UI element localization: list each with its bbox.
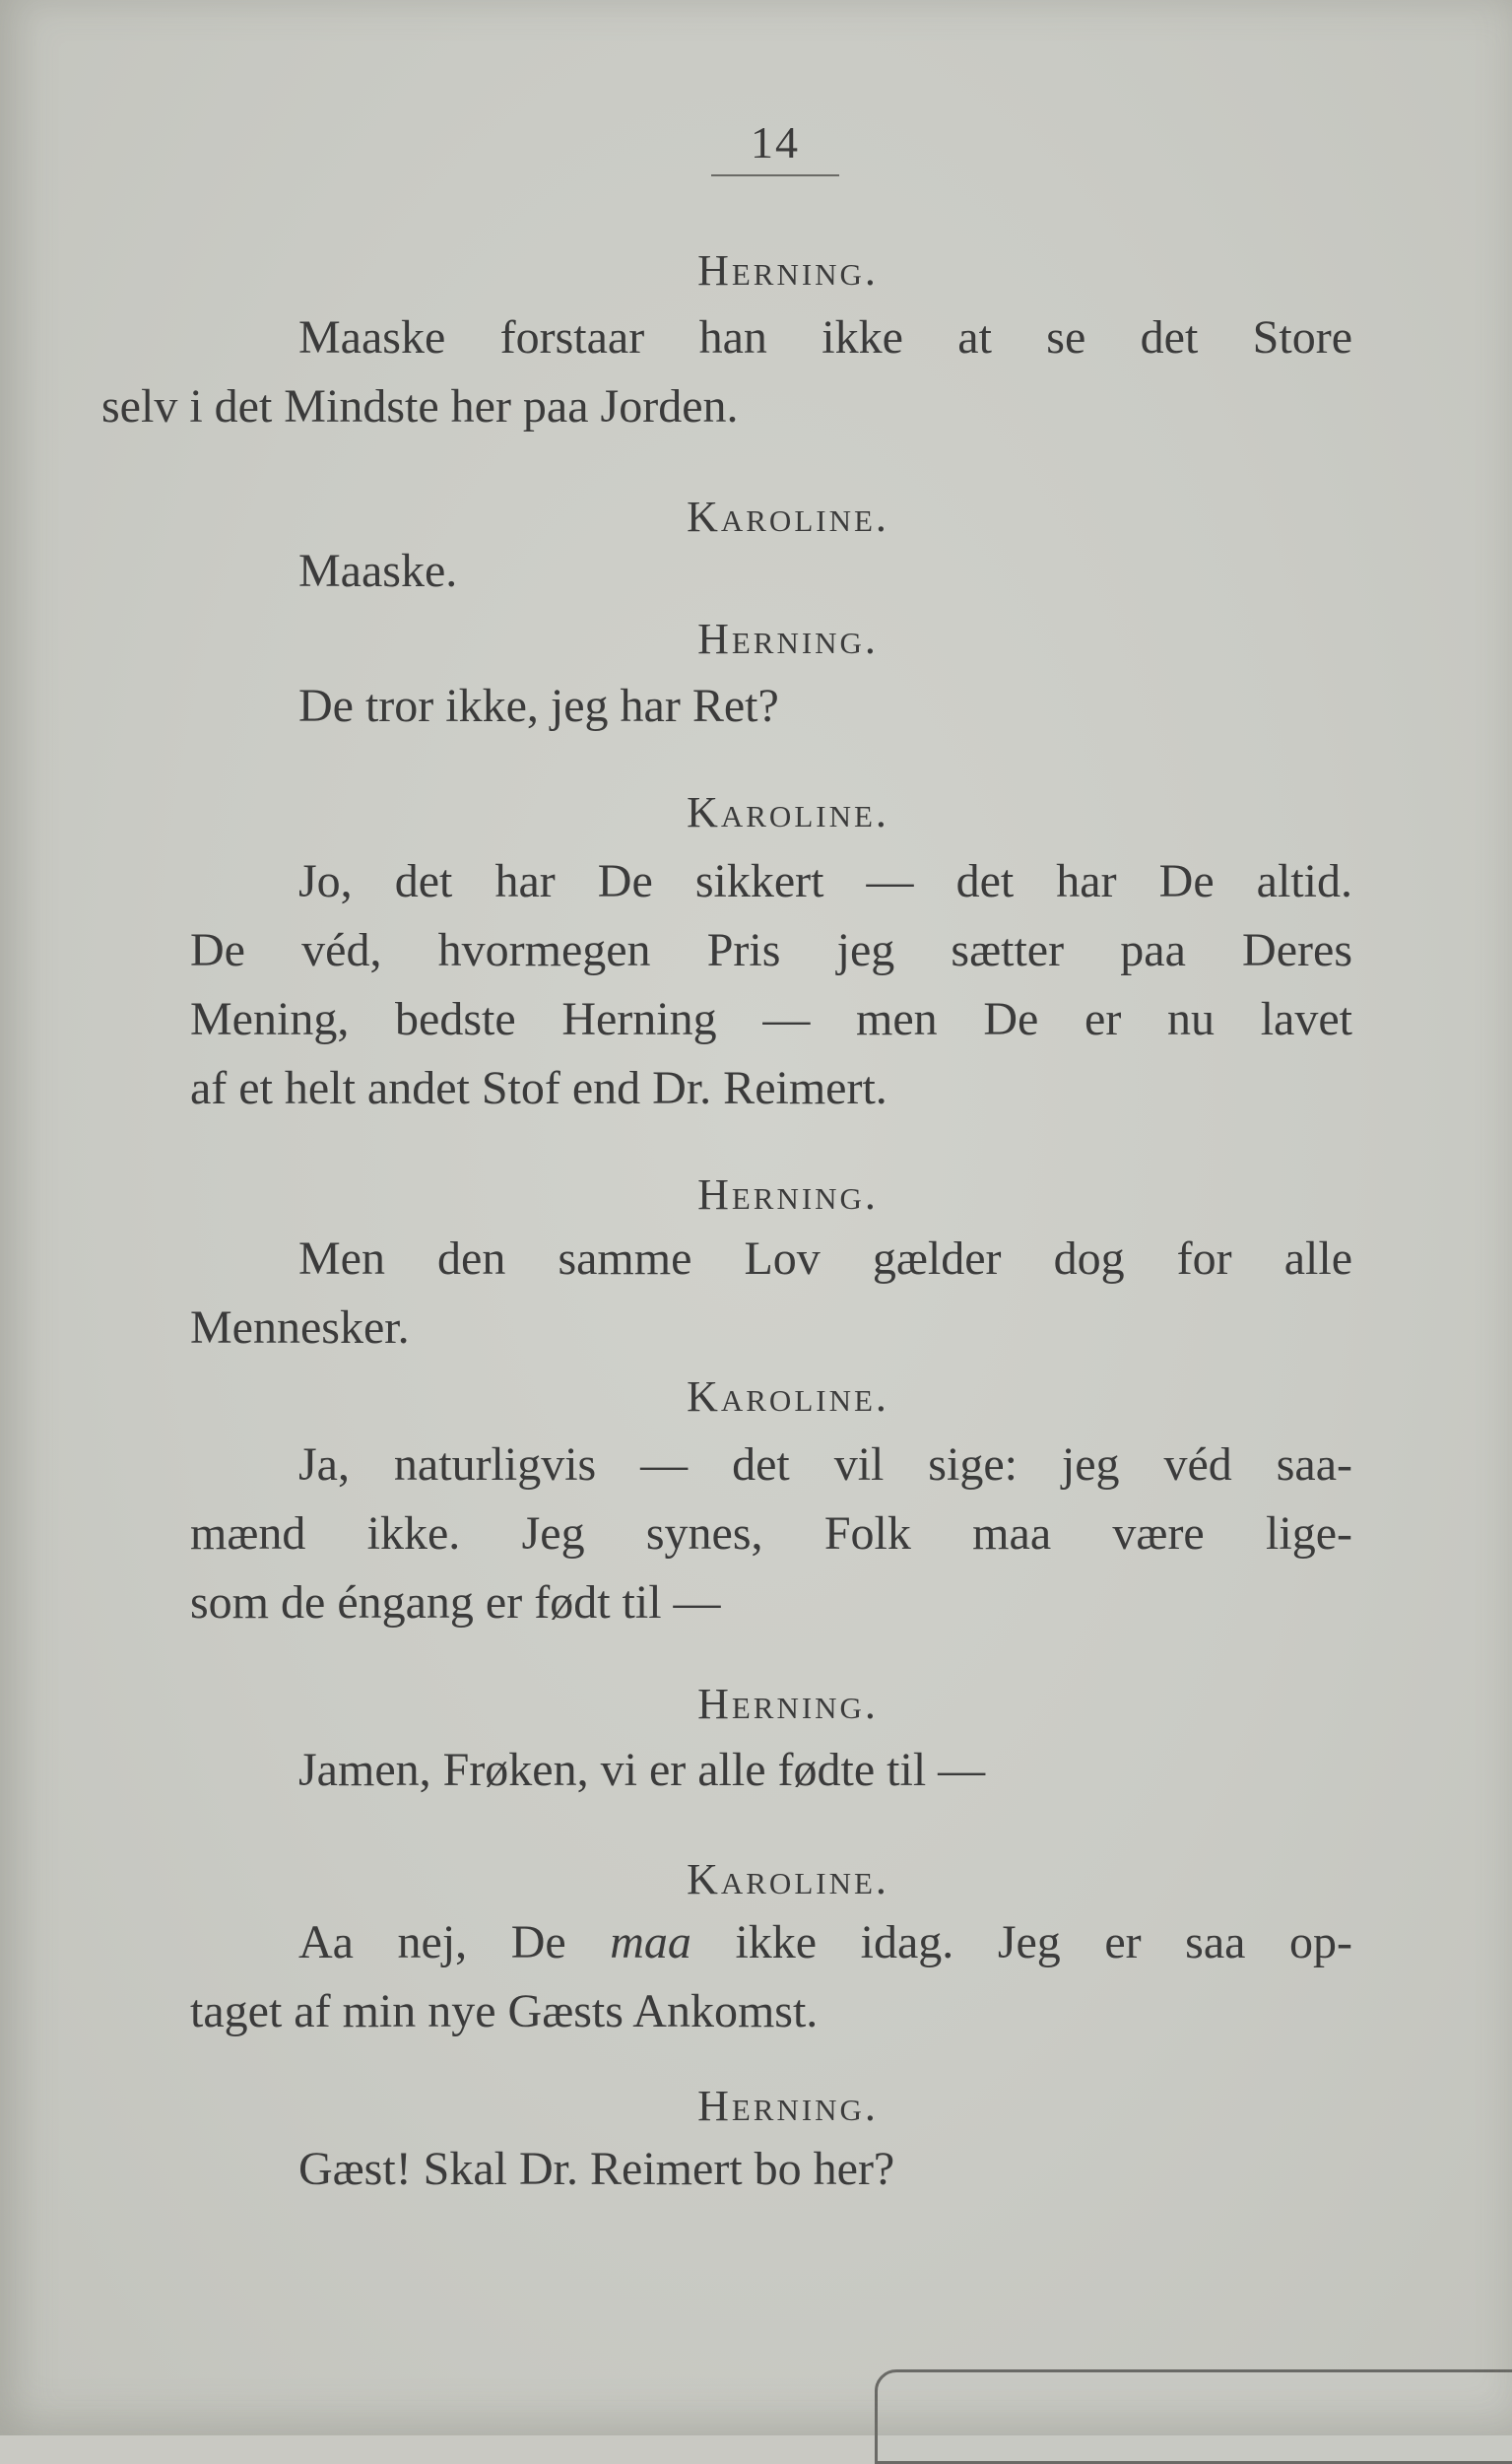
speaker-name: Herning. bbox=[697, 2082, 879, 2130]
speaker-name: Karoline. bbox=[687, 788, 889, 836]
text-line: taget af min nye Gæsts Ankomst. bbox=[190, 1985, 819, 2037]
speaker-name: Herning. bbox=[697, 615, 879, 663]
text-line: Maaske. bbox=[298, 545, 458, 597]
dialogue-text bbox=[190, 1225, 1352, 1363]
page-corner-tab bbox=[875, 2369, 1512, 2464]
dialogue-text bbox=[190, 1908, 1352, 2046]
speaker-name: Karoline. bbox=[687, 1855, 889, 1903]
text-line: som de éngang er født til — bbox=[190, 1576, 721, 1629]
emphasized-word: maa bbox=[610, 1916, 691, 1968]
text-line: af et helt andet Stof end Dr. Reimert. bbox=[190, 1062, 887, 1114]
dialogue-text bbox=[101, 303, 1352, 441]
text-line: Jo, det har De sikkert — det har De altid. bbox=[298, 855, 1352, 907]
text-line: Ja, naturligvis — det vil sige: jeg véd saa- bbox=[298, 1438, 1352, 1491]
dialogue-text bbox=[190, 672, 1352, 741]
text-line: De tror ikke, jeg har Ret? bbox=[298, 680, 779, 732]
text-line: Maaske forstaar han ikke at se det Store bbox=[298, 311, 1352, 364]
text-line: Men den samme Lov gælder dog for alle bbox=[298, 1232, 1352, 1285]
dialogue-text bbox=[190, 2135, 1352, 2204]
dialogue-text bbox=[190, 537, 1352, 606]
dialogue-text bbox=[190, 847, 1352, 1123]
text-line: Mening, bedste Herning — men De er nu lavet bbox=[190, 993, 1352, 1045]
page-number: 14 bbox=[751, 117, 800, 167]
speaker-name: Herning. bbox=[697, 1170, 879, 1219]
text-line: Aa nej, De maa ikke idag. Jeg er saa op- bbox=[298, 1916, 1352, 1968]
speaker-name: Herning. bbox=[697, 1680, 879, 1728]
page-number-rule bbox=[711, 174, 839, 176]
dialogue-text bbox=[190, 1431, 1352, 1637]
text-line: Jamen, Frøken, vi er alle fødte til — bbox=[298, 1744, 986, 1796]
text-line: selv i det Mindste her paa Jorden. bbox=[101, 380, 739, 433]
speaker-name: Karoline. bbox=[687, 493, 889, 541]
text-line: Mennesker. bbox=[190, 1301, 410, 1354]
speaker-name: Herning. bbox=[697, 246, 879, 295]
text-line: Gæst! Skal Dr. Reimert bo her? bbox=[298, 2143, 895, 2195]
text-line: De véd, hvormegen Pris jeg sætter paa Deres bbox=[190, 924, 1352, 976]
text-line: mænd ikke. Jeg synes, Folk maa være lige- bbox=[190, 1507, 1352, 1560]
dialogue-text bbox=[190, 1736, 1352, 1805]
speaker-name: Karoline. bbox=[687, 1372, 889, 1421]
